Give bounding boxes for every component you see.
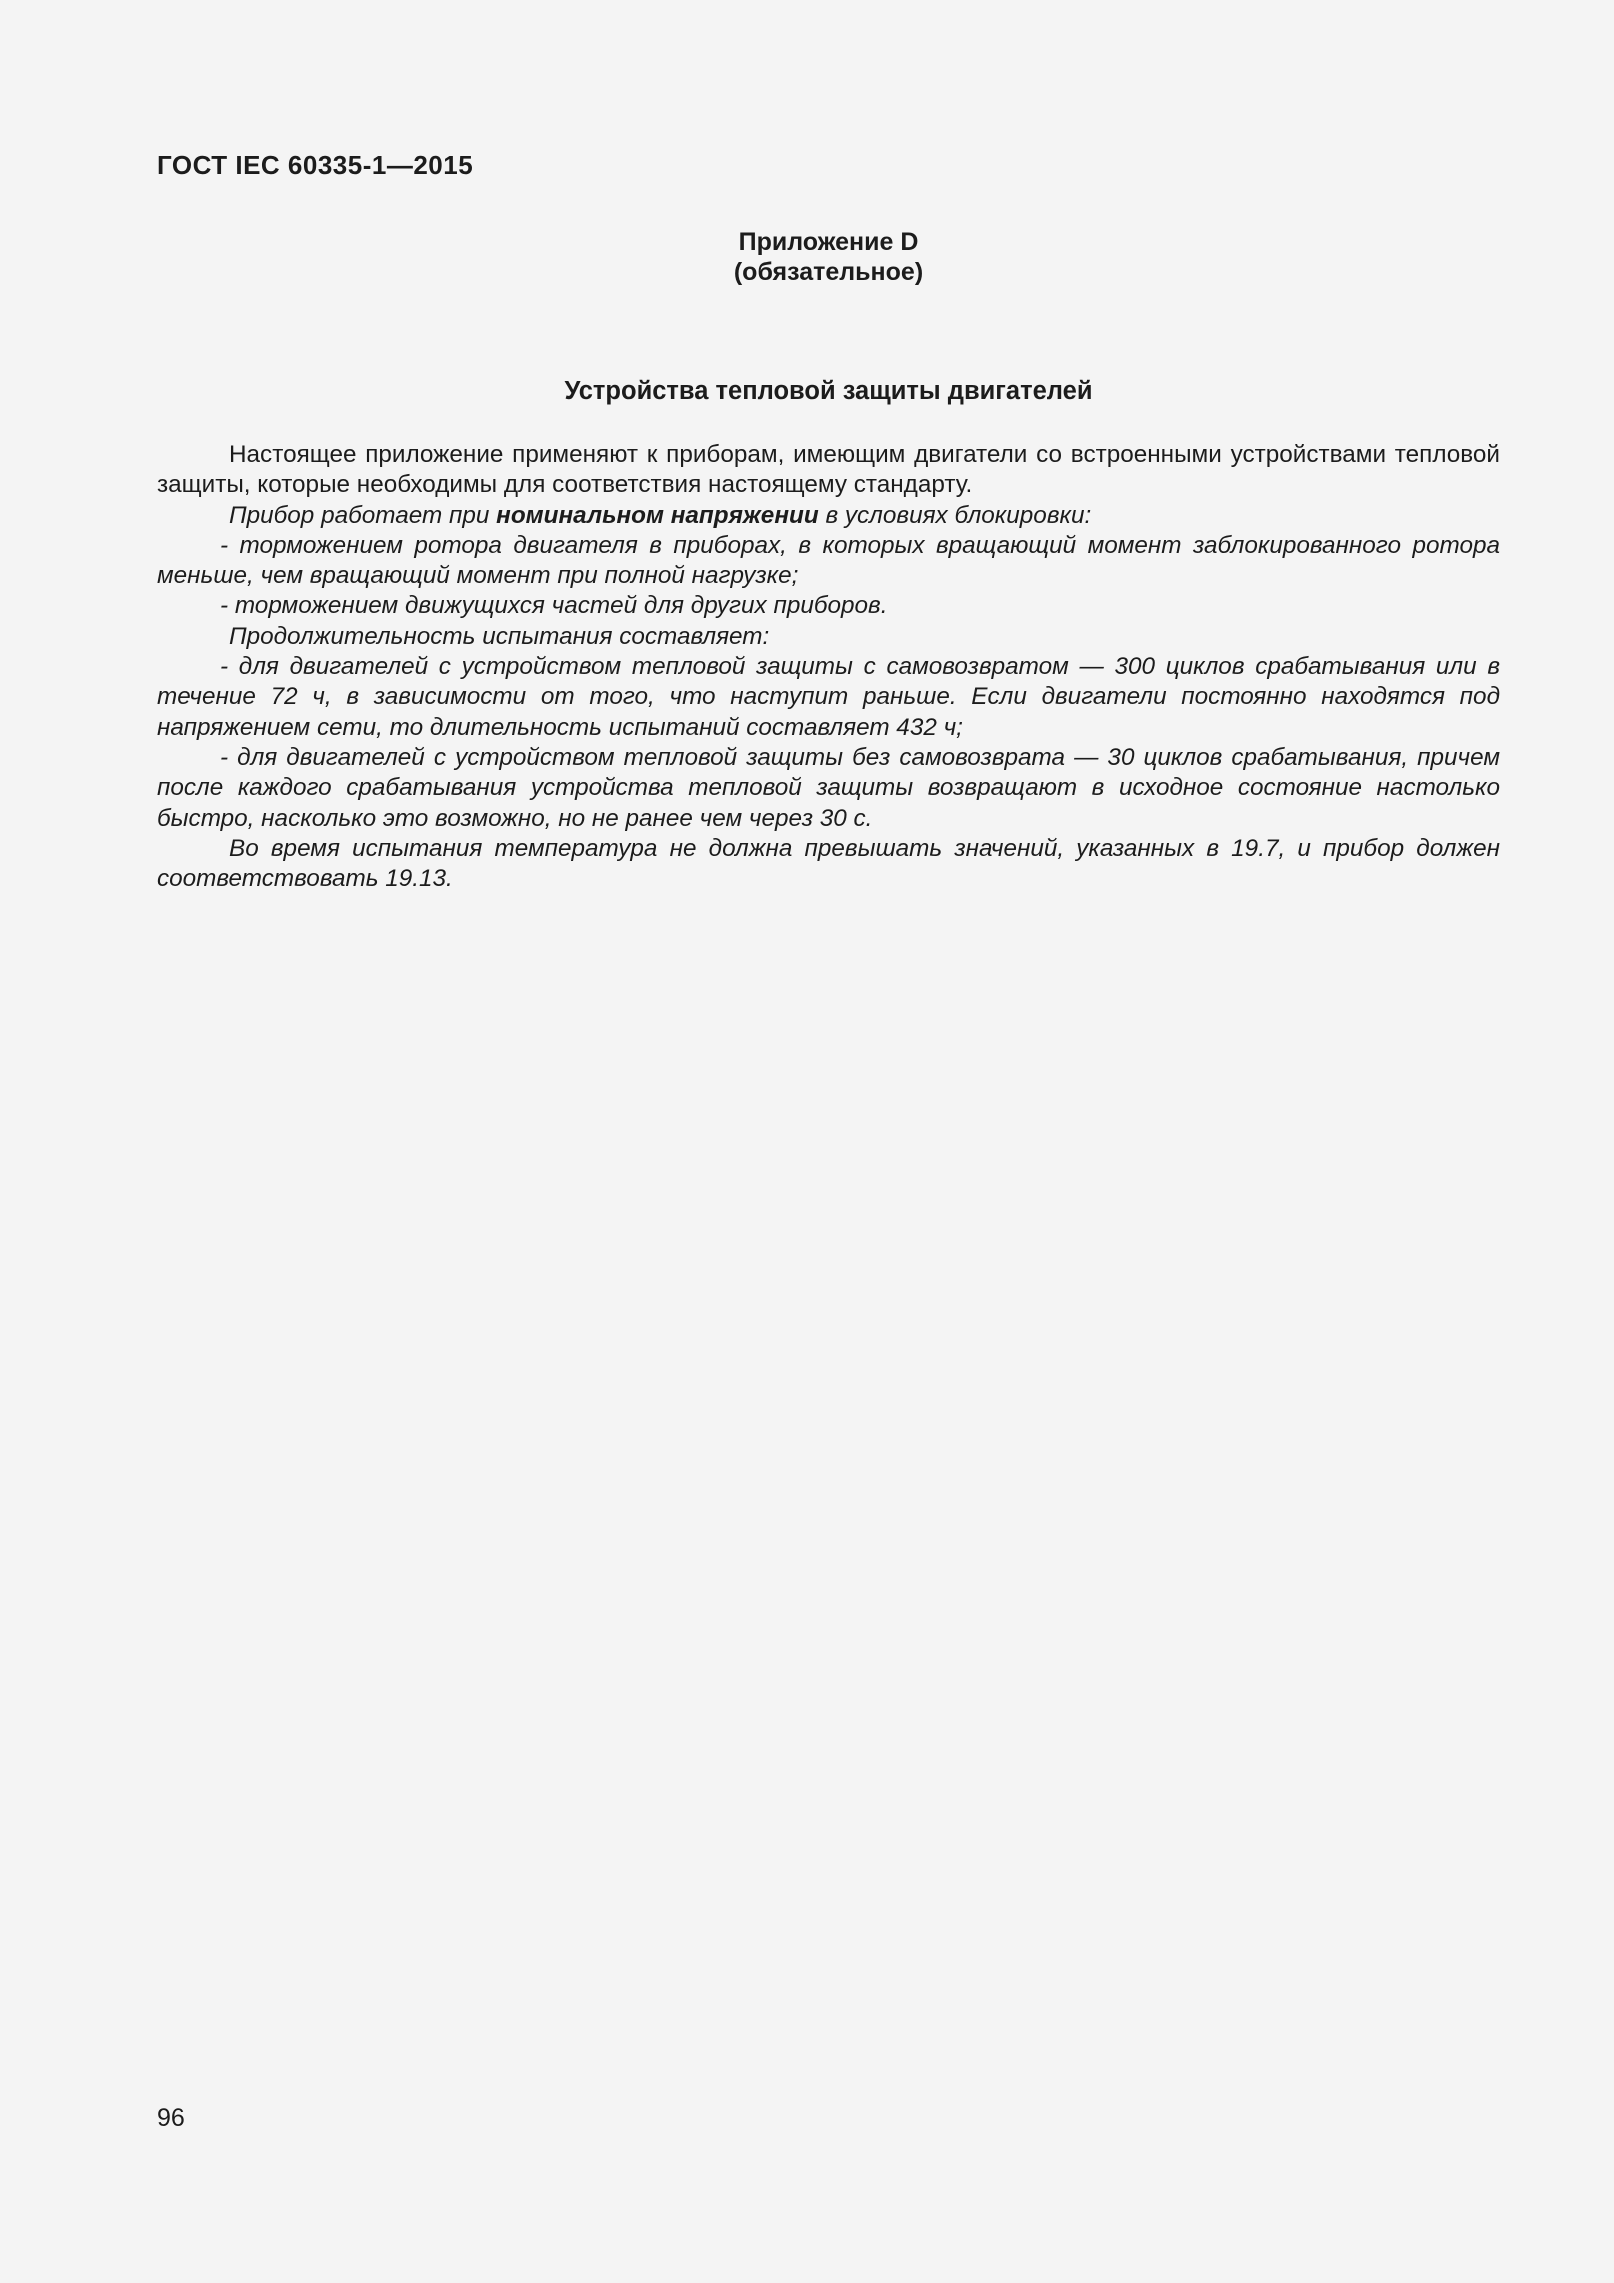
operating-conditions-text-start: Прибор работает при <box>229 501 497 529</box>
document-body <box>157 440 1500 894</box>
annex-heading <box>157 227 1500 287</box>
list-item: - для двигателей с устройством тепловой защиты с самовозвратом — 300 циклов срабатывания или в течение 72 ч, в зависимости от того, что наступит раньше. Если двигатели постоянно находятся под напряжением сети, то длительность испытаний составляет 432 ч; <box>157 653 1500 741</box>
list-item: - для двигателей с устройством тепловой защиты без самовозврата — 30 циклов срабатывания, причем после каждого срабатывания устройства тепловой защиты возвращают в исходное состояние настолько быстро, насколько это возможно, но не ранее чем через 30 с. <box>157 743 1500 832</box>
rated-voltage-term: номинальном напряжении <box>496 501 819 529</box>
temperature-requirement-paragraph: Во время испытания температура не должна превышать значений, указанных в 19.7, и прибор должен соответствовать 19.13. <box>157 834 1500 893</box>
annex-status: (обязательное) <box>733 258 924 286</box>
operating-conditions-paragraph <box>157 501 1500 531</box>
document-code: ГОСТ IEC 60335-1—2015 <box>157 150 474 180</box>
annex-title: Приложение D <box>738 228 919 256</box>
list-item: - торможением движущихся частей для других приборов. <box>220 592 888 620</box>
test-duration-paragraph: Продолжительность испытания составляет: <box>229 622 770 650</box>
page-number: 96 <box>157 2104 185 2132</box>
intro-paragraph: Настоящее приложение применяют к приборам, имеющим двигатели со встроенными устройствами тепловой защиты, которые необходимы для соответствия настоящему стандарту. <box>157 441 1500 499</box>
section-title: Устройства тепловой защиты двигателей <box>564 377 1093 405</box>
list-item: - торможением ротора двигателя в приборах, в которых вращающий момент заблокированного ротора меньше, чем вращающий момент при полной нагрузке; <box>157 531 1500 590</box>
operating-conditions-text-end: в условиях блокировки: <box>818 501 1092 529</box>
